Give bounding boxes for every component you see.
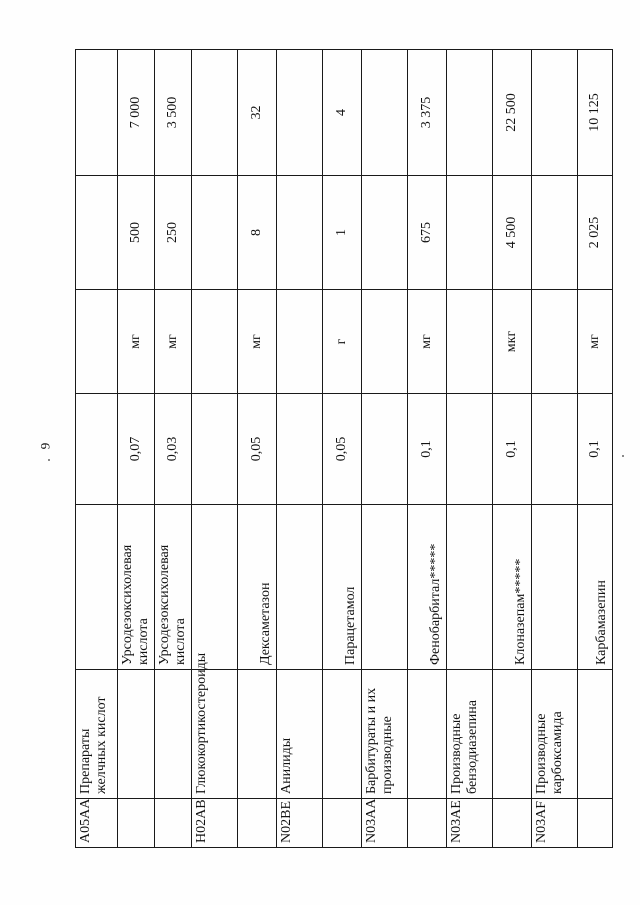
course-dose-cell: 7 000 [118, 50, 155, 176]
unit-cell: мг [578, 290, 613, 394]
group-cell: Глюкокортикостероиды [192, 670, 238, 799]
group-cell [578, 670, 613, 799]
unit-cell [362, 290, 408, 394]
unit-cell: мг [118, 290, 155, 394]
unit-cell: мг [238, 290, 277, 394]
group-cell: Производные карбоксамида [532, 670, 578, 799]
unit-cell [532, 290, 578, 394]
drug-cell: Урсодезоксихолевая кислота [118, 505, 155, 670]
code-cell: N03AA [362, 799, 408, 848]
dose-cell [277, 394, 323, 505]
drug-cell: Клоназепам***** [493, 505, 532, 670]
table-row [118, 50, 155, 848]
single-dose-cell: 500 [118, 176, 155, 290]
dose-cell: 0,07 [118, 394, 155, 505]
code-cell: H02AB [192, 799, 238, 848]
dose-cell [532, 394, 578, 505]
drug-cell [277, 505, 323, 670]
drug-cell [532, 505, 578, 670]
code-cell: A05AA [76, 799, 118, 848]
course-dose-cell: 10 125 [578, 50, 613, 176]
single-dose-cell [277, 176, 323, 290]
dose-cell [362, 394, 408, 505]
code-cell [323, 799, 362, 848]
course-dose-cell [447, 50, 493, 176]
table-row [155, 50, 192, 848]
group-cell [118, 670, 155, 799]
single-dose-cell [192, 176, 238, 290]
code-cell: N02BE [277, 799, 323, 848]
single-dose-cell: 8 [238, 176, 277, 290]
group-cell: Препараты желчных кислот [76, 670, 118, 799]
course-dose-cell: 4 [323, 50, 362, 176]
dose-cell [447, 394, 493, 505]
drug-cell: Карбамазепин [578, 505, 613, 670]
table-row [447, 50, 493, 848]
course-dose-cell: 22 500 [493, 50, 532, 176]
course-dose-cell [277, 50, 323, 176]
unit-cell: мкг [493, 290, 532, 394]
scan-speck [622, 455, 624, 457]
scan-speck [48, 459, 50, 461]
table-row [408, 50, 447, 848]
group-cell [155, 670, 192, 799]
table-row [76, 50, 118, 848]
drug-table [75, 49, 613, 848]
code-cell [238, 799, 277, 848]
table-row [578, 50, 613, 848]
dose-cell: 0,1 [408, 394, 447, 505]
single-dose-cell: 250 [155, 176, 192, 290]
code-cell [408, 799, 447, 848]
table-row [362, 50, 408, 848]
dose-cell: 0,1 [493, 394, 532, 505]
dose-cell: 0,05 [238, 394, 277, 505]
code-cell [155, 799, 192, 848]
table-row [192, 50, 238, 848]
table-row [277, 50, 323, 848]
group-cell [408, 670, 447, 799]
unit-cell: мг [408, 290, 447, 394]
single-dose-cell [532, 176, 578, 290]
code-cell [118, 799, 155, 848]
drug-cell: Урсодезоксихолевая кислота [155, 505, 192, 670]
single-dose-cell [362, 176, 408, 290]
unit-cell: мг [155, 290, 192, 394]
code-cell: N03AE [447, 799, 493, 848]
rotated-table-wrapper [75, 50, 610, 848]
course-dose-cell [192, 50, 238, 176]
course-dose-cell [76, 50, 118, 176]
course-dose-cell: 32 [238, 50, 277, 176]
course-dose-cell [532, 50, 578, 176]
drug-cell [447, 505, 493, 670]
course-dose-cell: 3 375 [408, 50, 447, 176]
table-row [493, 50, 532, 848]
dose-cell [76, 394, 118, 505]
table-row [238, 50, 277, 848]
unit-cell [447, 290, 493, 394]
course-dose-cell: 3 500 [155, 50, 192, 176]
drug-cell [76, 505, 118, 670]
single-dose-cell [447, 176, 493, 290]
dose-cell: 0,05 [323, 394, 362, 505]
unit-cell: г [323, 290, 362, 394]
drug-cell: Парацетамол [323, 505, 362, 670]
group-cell: Барбитураты и их производные [362, 670, 408, 799]
table-row [323, 50, 362, 848]
unit-cell [277, 290, 323, 394]
drug-cell: Дексаметазон [238, 505, 277, 670]
code-cell [493, 799, 532, 848]
single-dose-cell: 4 500 [493, 176, 532, 290]
table-row [532, 50, 578, 848]
group-cell: Анилиды [277, 670, 323, 799]
unit-cell [192, 290, 238, 394]
code-cell [578, 799, 613, 848]
drug-cell [362, 505, 408, 670]
group-cell [323, 670, 362, 799]
group-cell: Производные бензодиазепина [447, 670, 493, 799]
single-dose-cell: 1 [323, 176, 362, 290]
dose-cell: 0,03 [155, 394, 192, 505]
group-cell [238, 670, 277, 799]
unit-cell [76, 290, 118, 394]
single-dose-cell [76, 176, 118, 290]
drug-cell [192, 505, 238, 670]
code-cell: N03AF [532, 799, 578, 848]
page-number: 9 [37, 442, 53, 450]
drug-cell: Фенобарбитал***** [408, 505, 447, 670]
single-dose-cell: 675 [408, 176, 447, 290]
dose-cell [192, 394, 238, 505]
dose-cell: 0,1 [578, 394, 613, 505]
single-dose-cell: 2 025 [578, 176, 613, 290]
group-cell [493, 670, 532, 799]
course-dose-cell [362, 50, 408, 176]
